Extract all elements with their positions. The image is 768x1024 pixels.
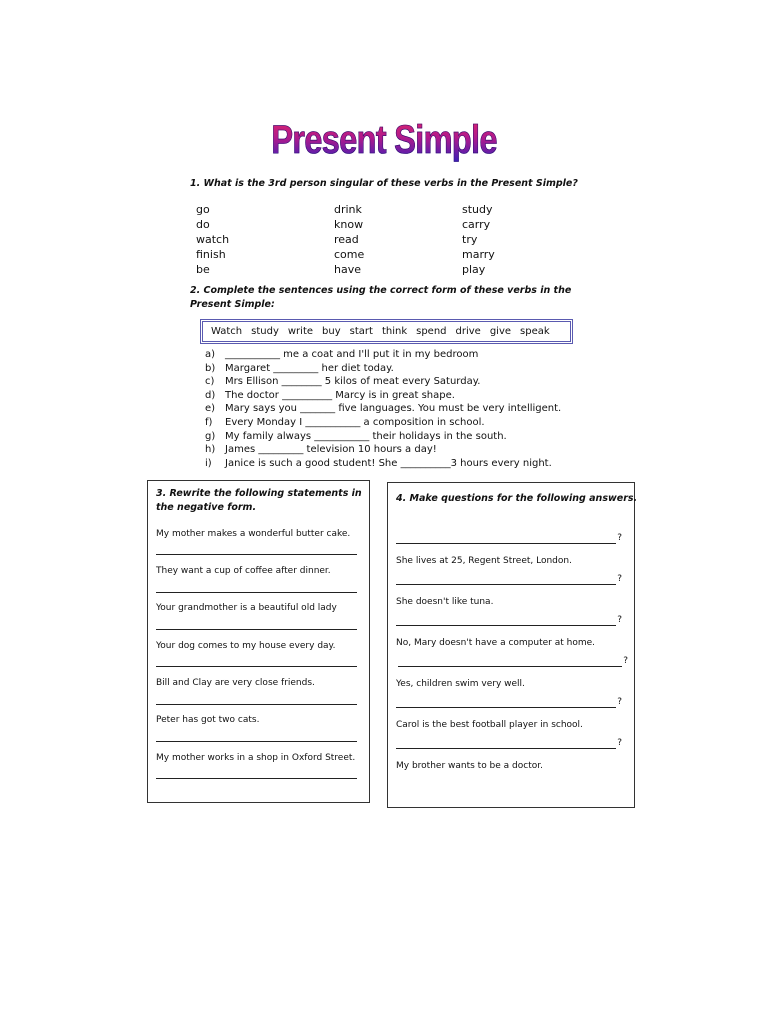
question-line[interactable]: ? [396,698,622,710]
verb-bank-item: Watch [211,326,243,337]
verb-bank-item: drive [455,326,481,337]
verb-item: have [334,263,361,276]
sentence-row: g) My family always ___________ their holidays in the south. [205,430,507,442]
statement-text: My mother works in a shop in Oxford Street. [156,753,356,763]
sentence-row: i) Janice is such a good student! She __________3 hours every night. [205,457,552,469]
page-title: Present Simple [271,118,497,162]
sentence-row: a) ___________ me a coat and I'll put it in my bedroom [205,349,479,360]
verb-column-3 [462,202,495,277]
answer-text: She lives at 25, Regent Street, London. [396,556,572,566]
answer-line[interactable] [156,778,357,779]
answer-line[interactable] [156,629,357,630]
statement-text: Peter has got two cats. [156,715,260,725]
statement-text: Your dog comes to my house every day. [156,641,336,651]
verb-item: come [334,248,365,261]
section4-box [387,482,638,808]
verb-bank-item: give [489,326,512,337]
sentence-row: b) Margaret _________ her diet today. [205,362,394,374]
verb-item: play [462,263,486,276]
answer-text: Yes, children swim very well. [396,679,525,689]
answer-line[interactable] [156,704,357,705]
sentence-row: d) The doctor __________ Marcy is in great shape. [205,389,455,401]
verb-bank-item: think [381,326,408,337]
verb-column-2 [334,202,364,277]
answer-text: Carol is the best football player in school. [396,720,583,730]
section3-box [147,480,370,803]
sentence-row: h) James _________ television 10 hours a day! [205,444,437,456]
question-line[interactable]: ? [396,739,622,751]
statement-text: My mother makes a wonderful butter cake. [156,529,351,539]
question-line[interactable]: ? [398,657,628,669]
verb-item: carry [462,218,491,231]
sentence-row: c) Mrs Ellison ________ 5 kilos of meat every Saturday. [205,376,481,388]
verb-bank-item: buy [322,326,341,337]
answer-line[interactable] [156,666,357,667]
question-line[interactable]: ? [396,616,622,628]
sentence-list [205,348,561,470]
verb-bank-item: start [349,326,373,337]
verb-item: be [196,263,210,276]
verb-item: marry [462,248,495,261]
question-line[interactable]: ? [396,534,622,546]
verb-column-1 [196,202,229,277]
question-line[interactable]: ? [396,575,622,587]
verb-item: study [462,203,493,216]
sentence-row: f) Every Monday I ___________ a composition in school. [205,416,485,428]
verb-bank-item: spend [416,326,447,337]
answer-text: She doesn't like tuna. [396,597,494,607]
verb-item: drink [334,203,362,216]
answer-line[interactable] [156,554,357,555]
answer-text: My brother wants to be a doctor. [396,761,543,771]
verb-item: know [334,218,364,231]
verb-bank-item: study [251,326,279,337]
section2-heading: 2. Complete the sentences using the correct form of these verbs in the Present Simple: [190,285,572,310]
statement-text: They want a cup of coffee after dinner. [156,566,331,576]
verb-item: watch [196,233,230,246]
verb-item: try [462,233,478,246]
statement-text: Your grandmother is a beautiful old lady [156,603,337,613]
verb-item: do [196,218,210,231]
verb-bank-box [200,319,573,344]
section3-heading: 3. Rewrite the following statements in the negative form. [156,488,362,513]
answer-text: No, Mary doesn't have a computer at home. [396,638,596,648]
section1-heading: 1. What is the 3rd person singular of these verbs in the Present Simple? [190,178,578,189]
sentence-row: e) Mary says you _______ five languages. You must be very intelligent. [205,403,562,415]
statement-text: Bill and Clay are very close friends. [156,678,315,688]
verb-item: read [334,233,359,246]
section4-heading: 4. Make questions for the following answers. [396,493,638,504]
answer-line[interactable] [156,741,357,742]
answer-line[interactable] [156,592,357,593]
verb-bank-item: speak [520,326,550,337]
verb-bank-item: write [287,326,314,337]
verb-item: go [196,203,210,216]
verb-item: finish [196,248,226,261]
